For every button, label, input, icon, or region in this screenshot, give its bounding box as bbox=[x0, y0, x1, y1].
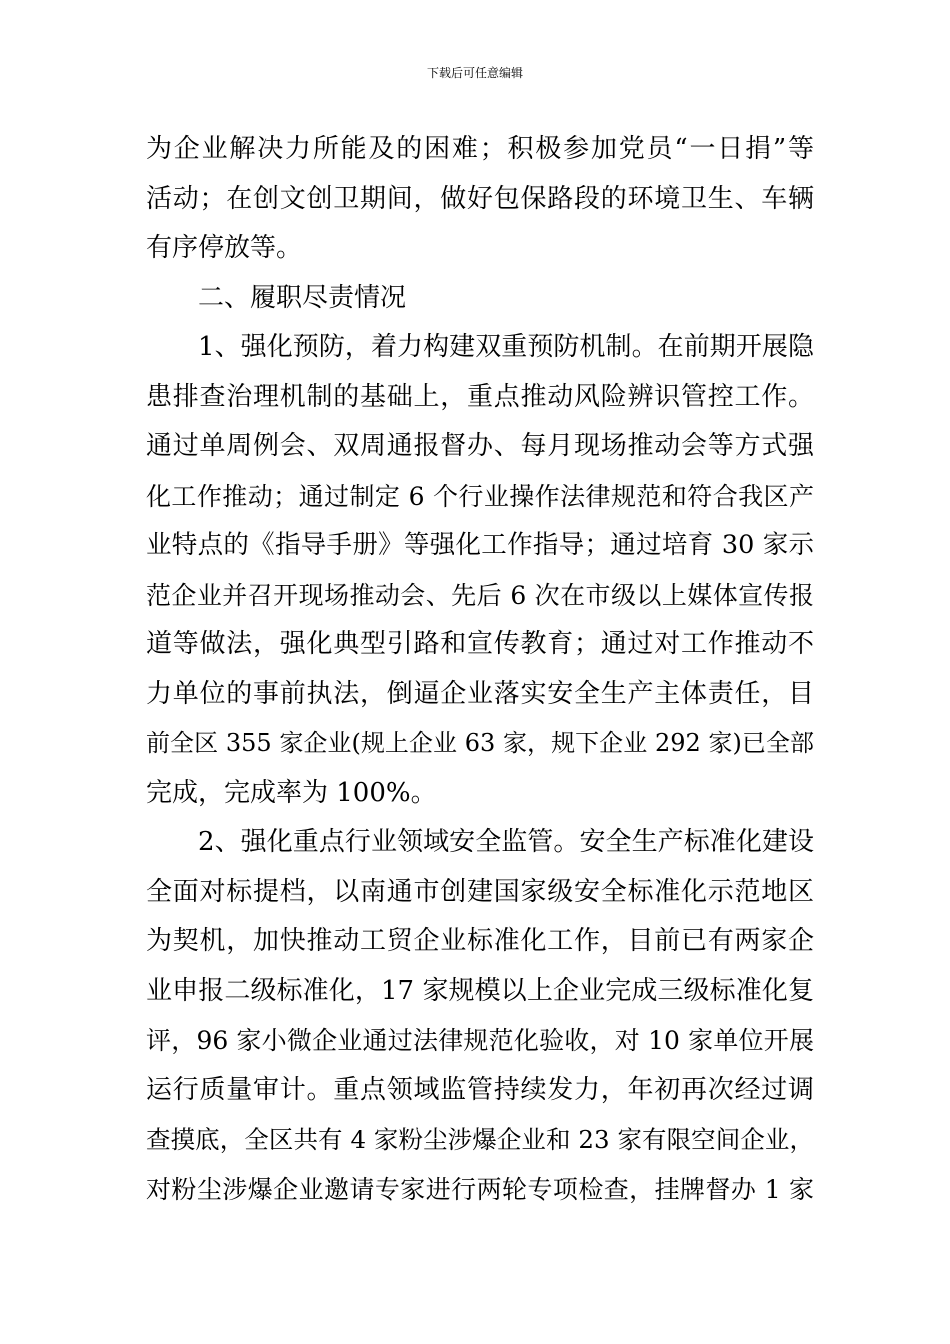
text-line: 通过单周例会、双周通报督办、每月现场推动会等方式强 bbox=[146, 431, 814, 461]
text-line: 为契机，加快推动工贸企业标准化工作，目前已有两家企 bbox=[146, 926, 814, 956]
text-line: 2、强化重点行业领域安全监管。安全生产标准化建设 bbox=[198, 827, 814, 857]
text-line: 前全区 355 家企业(规上企业 63 家，规下企业 292 家)已全部 bbox=[146, 729, 814, 757]
text-line: 为企业解决力所能及的困难；积极参加党员“一日捐”等 bbox=[146, 134, 814, 164]
page-header: 下载后可任意编辑 bbox=[426, 66, 523, 80]
text-line: 范企业并召开现场推动会、先后 6 次在市级以上媒体宣传报 bbox=[146, 580, 814, 610]
text-line: 全面对标提档，以南通市创建国家级安全标准化示范地区 bbox=[146, 876, 814, 907]
text-line: 活动；在创文创卫期间，做好包保路段的环境卫生、车辆 bbox=[146, 183, 814, 214]
text-line: 有序停放等。 bbox=[146, 233, 303, 263]
text-line: 运行质量审计。重点领域监管持续发力，年初再次经过调 bbox=[146, 1074, 814, 1105]
text-line: 业特点的《指导手册》等强化工作指导；通过培育 30 家示 bbox=[146, 530, 814, 560]
text-line: 道等做法，强化典型引路和宣传教育；通过对工作推动不 bbox=[146, 629, 814, 659]
text-line: 力单位的事前执法，倒逼企业落实安全生产主体责任，目 bbox=[146, 678, 814, 709]
text-line: 化工作推动；通过制定 6 个行业操作法律规范和符合我区产 bbox=[146, 481, 814, 511]
text-line: 业申报二级标准化，17 家规模以上企业完成三级标准化复 bbox=[146, 975, 814, 1006]
text-line: 对粉尘涉爆企业邀请专家进行两轮专项检查，挂牌督办 1 家 bbox=[146, 1174, 814, 1204]
text-line: 二、履职尽责情况 bbox=[198, 282, 407, 313]
text-line: 查摸底，全区共有 4 家粉尘涉爆企业和 23 家有限空间企业， bbox=[146, 1125, 814, 1154]
document-body bbox=[146, 125, 814, 1214]
text-line: 评，96 家小微企业通过法律规范化验收，对 10 家单位开展 bbox=[146, 1026, 814, 1055]
text-line: 1、强化预防，着力构建双重预防机制。在前期开展隐 bbox=[198, 332, 814, 362]
text-line: 患排查治理机制的基础上，重点推动风险辨识管控工作。 bbox=[146, 381, 814, 412]
text-line: 完成，完成率为 100%。 bbox=[146, 777, 437, 808]
